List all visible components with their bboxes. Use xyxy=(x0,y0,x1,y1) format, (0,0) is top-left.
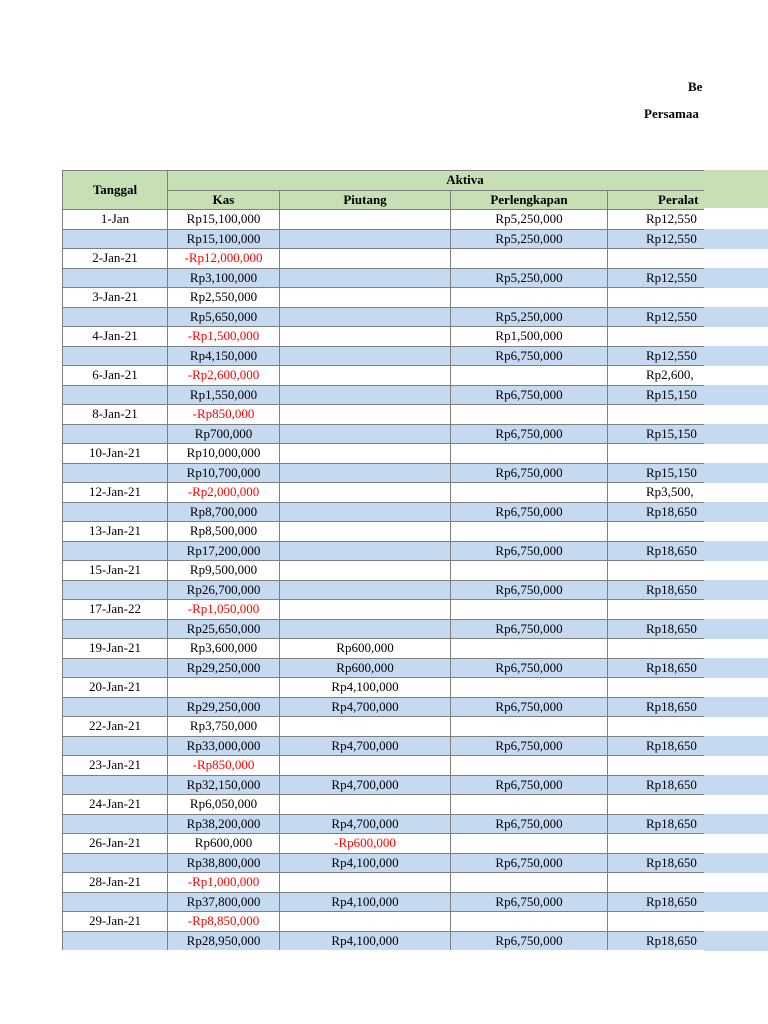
table-row xyxy=(63,366,705,386)
row-fill-extension xyxy=(704,853,768,873)
cell-perlengkapan[interactable]: Rp6,750,000 xyxy=(451,775,608,795)
cell-kas[interactable]: -Rp12,000,000 xyxy=(168,249,280,269)
table-row xyxy=(63,814,705,834)
row-fill-extension xyxy=(704,736,768,756)
cell-kas[interactable]: Rp600,000 xyxy=(168,834,280,854)
table-row xyxy=(63,463,705,483)
cell-tanggal[interactable] xyxy=(63,307,168,327)
cell-peralatan[interactable] xyxy=(608,834,705,854)
cell-perlengkapan[interactable]: Rp6,750,000 xyxy=(451,385,608,405)
table-row xyxy=(63,288,705,308)
cell-kas[interactable]: -Rp2,600,000 xyxy=(168,366,280,386)
cell-kas[interactable]: Rp4,150,000 xyxy=(168,346,280,366)
cell-tanggal[interactable] xyxy=(63,697,168,717)
cell-peralatan[interactable]: Rp18,650 xyxy=(608,931,705,950)
cell-peralatan[interactable]: Rp12,550 xyxy=(608,229,705,249)
spreadsheet-viewport xyxy=(62,170,704,950)
cell-kas[interactable]: -Rp8,850,000 xyxy=(168,912,280,932)
cell-piutang[interactable] xyxy=(280,385,451,405)
cell-tanggal[interactable] xyxy=(63,541,168,561)
cell-tanggal[interactable] xyxy=(63,502,168,522)
cell-kas[interactable]: Rp2,550,000 xyxy=(168,288,280,308)
cell-kas[interactable]: Rp26,700,000 xyxy=(168,580,280,600)
cell-tanggal[interactable]: 12-Jan-21 xyxy=(63,483,168,503)
cell-kas[interactable]: Rp10,000,000 xyxy=(168,444,280,464)
cell-peralatan[interactable] xyxy=(608,249,705,269)
cell-piutang[interactable]: Rp4,700,000 xyxy=(280,697,451,717)
table-row xyxy=(63,834,705,854)
cell-piutang[interactable] xyxy=(280,405,451,425)
cell-perlengkapan[interactable] xyxy=(451,795,608,815)
cell-perlengkapan[interactable] xyxy=(451,600,608,620)
row-fill-extension xyxy=(704,307,768,327)
cell-piutang[interactable] xyxy=(280,327,451,347)
table-row xyxy=(63,541,705,561)
cell-perlengkapan[interactable]: Rp6,750,000 xyxy=(451,463,608,483)
cell-peralatan[interactable]: Rp12,550 xyxy=(608,268,705,288)
row-fill-extension xyxy=(704,268,768,288)
cell-piutang[interactable] xyxy=(280,346,451,366)
cell-piutang[interactable]: Rp600,000 xyxy=(280,658,451,678)
table-row xyxy=(63,736,705,756)
cell-kas[interactable]: -Rp850,000 xyxy=(168,405,280,425)
cell-kas[interactable]: Rp29,250,000 xyxy=(168,658,280,678)
cell-kas[interactable]: Rp28,950,000 xyxy=(168,931,280,950)
row-fill-extension xyxy=(704,541,768,561)
row-fill-extension xyxy=(704,619,768,639)
document-subtitle: Persamaa xyxy=(644,106,699,121)
cell-tanggal[interactable]: 28-Jan-21 xyxy=(63,873,168,893)
cell-piutang[interactable] xyxy=(280,463,451,483)
cell-perlengkapan[interactable] xyxy=(451,834,608,854)
cell-piutang[interactable] xyxy=(280,307,451,327)
table-row xyxy=(63,853,705,873)
cell-peralatan[interactable] xyxy=(608,678,705,698)
cell-piutang[interactable]: Rp600,000 xyxy=(280,639,451,659)
row-fill-extension xyxy=(704,775,768,795)
cell-kas[interactable]: -Rp1,500,000 xyxy=(168,327,280,347)
table-row xyxy=(63,795,705,815)
cell-kas[interactable]: Rp3,600,000 xyxy=(168,639,280,659)
cell-piutang[interactable] xyxy=(280,502,451,522)
cell-kas[interactable]: -Rp1,000,000 xyxy=(168,873,280,893)
cell-piutang[interactable] xyxy=(280,873,451,893)
header-fill-extension xyxy=(704,170,768,208)
table-row xyxy=(63,678,705,698)
cell-piutang[interactable]: Rp4,700,000 xyxy=(280,736,451,756)
cell-perlengkapan[interactable]: Rp5,250,000 xyxy=(451,210,608,230)
table-row xyxy=(63,210,705,230)
cell-tanggal[interactable]: 24-Jan-21 xyxy=(63,795,168,815)
table-row xyxy=(63,424,705,444)
table-row xyxy=(63,502,705,522)
cell-peralatan[interactable]: Rp18,650 xyxy=(608,892,705,912)
cell-piutang[interactable] xyxy=(280,249,451,269)
cell-piutang[interactable] xyxy=(280,580,451,600)
cell-perlengkapan[interactable] xyxy=(451,483,608,503)
table-row xyxy=(63,405,705,425)
table-row xyxy=(63,600,705,620)
table-row xyxy=(63,307,705,327)
cell-tanggal[interactable]: 17-Jan-22 xyxy=(63,600,168,620)
table-row xyxy=(63,444,705,464)
cell-peralatan[interactable]: Rp18,650 xyxy=(608,814,705,834)
cell-perlengkapan[interactable]: Rp6,750,000 xyxy=(451,736,608,756)
cell-piutang[interactable] xyxy=(280,210,451,230)
cell-perlengkapan[interactable] xyxy=(451,756,608,776)
table-row xyxy=(63,580,705,600)
cell-perlengkapan[interactable] xyxy=(451,639,608,659)
cell-piutang[interactable] xyxy=(280,288,451,308)
table-row xyxy=(63,229,705,249)
cell-tanggal[interactable] xyxy=(63,580,168,600)
row-fill-extension xyxy=(704,229,768,249)
cell-tanggal[interactable] xyxy=(63,346,168,366)
cell-perlengkapan[interactable]: Rp6,750,000 xyxy=(451,541,608,561)
row-fill-extension xyxy=(704,385,768,405)
cell-perlengkapan[interactable]: Rp6,750,000 xyxy=(451,580,608,600)
cell-peralatan[interactable] xyxy=(608,600,705,620)
cell-perlengkapan[interactable] xyxy=(451,405,608,425)
cell-peralatan[interactable]: Rp2,600, xyxy=(608,366,705,386)
row-fill-extension xyxy=(704,814,768,834)
header-tanggal: Tanggal xyxy=(63,171,168,210)
header-aktiva: Aktiva xyxy=(168,171,705,191)
cell-tanggal[interactable]: 20-Jan-21 xyxy=(63,678,168,698)
cell-peralatan[interactable]: Rp3,500, xyxy=(608,483,705,503)
cell-piutang[interactable] xyxy=(280,268,451,288)
row-fill-extension xyxy=(704,502,768,522)
cell-kas[interactable]: Rp17,200,000 xyxy=(168,541,280,561)
cell-piutang[interactable] xyxy=(280,522,451,542)
cell-kas[interactable]: Rp25,650,000 xyxy=(168,619,280,639)
row-fill-extension xyxy=(704,697,768,717)
table-row xyxy=(63,658,705,678)
cell-kas[interactable]: Rp10,700,000 xyxy=(168,463,280,483)
cell-peralatan[interactable]: Rp18,650 xyxy=(608,736,705,756)
table-row xyxy=(63,385,705,405)
cell-perlengkapan[interactable] xyxy=(451,717,608,737)
cell-piutang[interactable] xyxy=(280,229,451,249)
cell-kas[interactable]: Rp5,650,000 xyxy=(168,307,280,327)
table-row xyxy=(63,697,705,717)
cell-kas[interactable]: Rp1,550,000 xyxy=(168,385,280,405)
cell-peralatan[interactable]: Rp12,550 xyxy=(608,307,705,327)
cell-tanggal[interactable] xyxy=(63,229,168,249)
cell-piutang[interactable] xyxy=(280,795,451,815)
cell-kas[interactable] xyxy=(168,678,280,698)
cell-tanggal[interactable]: 1-Jan xyxy=(63,210,168,230)
cell-kas[interactable]: Rp9,500,000 xyxy=(168,561,280,581)
ledger-body xyxy=(63,210,705,951)
cell-peralatan[interactable] xyxy=(608,444,705,464)
cell-peralatan[interactable]: Rp15,150 xyxy=(608,385,705,405)
table-row xyxy=(63,327,705,347)
cell-peralatan[interactable] xyxy=(608,561,705,581)
cell-perlengkapan[interactable]: Rp6,750,000 xyxy=(451,853,608,873)
cell-kas[interactable]: Rp33,000,000 xyxy=(168,736,280,756)
cell-piutang[interactable] xyxy=(280,424,451,444)
cell-peralatan[interactable]: Rp18,650 xyxy=(608,853,705,873)
cell-peralatan[interactable]: Rp18,650 xyxy=(608,580,705,600)
cell-perlengkapan[interactable]: Rp5,250,000 xyxy=(451,268,608,288)
table-row xyxy=(63,931,705,950)
cell-perlengkapan[interactable]: Rp6,750,000 xyxy=(451,346,608,366)
cell-kas[interactable]: -Rp850,000 xyxy=(168,756,280,776)
cell-perlengkapan[interactable] xyxy=(451,561,608,581)
header-piutang: Piutang xyxy=(280,190,451,210)
table-row xyxy=(63,561,705,581)
cell-kas[interactable]: Rp3,100,000 xyxy=(168,268,280,288)
cell-tanggal[interactable]: 23-Jan-21 xyxy=(63,756,168,776)
row-fill-extension xyxy=(704,892,768,912)
cell-tanggal[interactable]: 10-Jan-21 xyxy=(63,444,168,464)
cell-peralatan[interactable] xyxy=(608,873,705,893)
document-title: Be xyxy=(688,79,703,94)
cell-tanggal[interactable]: 8-Jan-21 xyxy=(63,405,168,425)
row-fill-extension xyxy=(704,931,768,951)
cell-kas[interactable]: Rp38,800,000 xyxy=(168,853,280,873)
cell-perlengkapan[interactable]: Rp1,500,000 xyxy=(451,327,608,347)
header-perlengkapan: Perlengkapan xyxy=(451,190,608,210)
cell-piutang[interactable] xyxy=(280,366,451,386)
table-row xyxy=(63,892,705,912)
cell-perlengkapan[interactable]: Rp6,750,000 xyxy=(451,697,608,717)
table-row xyxy=(63,249,705,269)
cell-piutang[interactable]: Rp4,100,000 xyxy=(280,853,451,873)
cell-kas[interactable]: Rp32,150,000 xyxy=(168,775,280,795)
cell-perlengkapan[interactable] xyxy=(451,912,608,932)
cell-piutang[interactable]: Rp4,100,000 xyxy=(280,931,451,950)
cell-peralatan[interactable]: Rp18,650 xyxy=(608,502,705,522)
cell-tanggal[interactable] xyxy=(63,775,168,795)
cell-tanggal[interactable]: 22-Jan-21 xyxy=(63,717,168,737)
cell-kas[interactable]: Rp3,750,000 xyxy=(168,717,280,737)
cell-tanggal[interactable] xyxy=(63,736,168,756)
cell-peralatan[interactable]: Rp15,150 xyxy=(608,463,705,483)
table-row xyxy=(63,346,705,366)
cell-perlengkapan[interactable] xyxy=(451,288,608,308)
row-fill-extension xyxy=(704,424,768,444)
cell-tanggal[interactable]: 6-Jan-21 xyxy=(63,366,168,386)
cell-peralatan[interactable] xyxy=(608,717,705,737)
cell-kas[interactable]: Rp8,500,000 xyxy=(168,522,280,542)
cell-peralatan[interactable] xyxy=(608,522,705,542)
cell-tanggal[interactable] xyxy=(63,853,168,873)
cell-piutang[interactable]: -Rp600,000 xyxy=(280,834,451,854)
cell-piutang[interactable] xyxy=(280,756,451,776)
table-row xyxy=(63,756,705,776)
cell-perlengkapan[interactable]: Rp6,750,000 xyxy=(451,931,608,950)
cell-piutang[interactable] xyxy=(280,541,451,561)
cell-kas[interactable]: Rp15,100,000 xyxy=(168,229,280,249)
cell-kas[interactable]: Rp700,000 xyxy=(168,424,280,444)
cell-piutang[interactable]: Rp4,700,000 xyxy=(280,775,451,795)
cell-tanggal[interactable]: 2-Jan-21 xyxy=(63,249,168,269)
cell-kas[interactable]: Rp8,700,000 xyxy=(168,502,280,522)
cell-tanggal[interactable]: 19-Jan-21 xyxy=(63,639,168,659)
table-row xyxy=(63,268,705,288)
cell-tanggal[interactable] xyxy=(63,931,168,950)
cell-perlengkapan[interactable] xyxy=(451,873,608,893)
cell-peralatan[interactable]: Rp18,650 xyxy=(608,697,705,717)
cell-piutang[interactable] xyxy=(280,444,451,464)
header-peralatan: Peralat xyxy=(608,190,705,210)
cell-perlengkapan[interactable]: Rp6,750,000 xyxy=(451,814,608,834)
cell-tanggal[interactable] xyxy=(63,814,168,834)
cell-tanggal[interactable] xyxy=(63,463,168,483)
cell-tanggal[interactable] xyxy=(63,424,168,444)
cell-peralatan[interactable] xyxy=(608,405,705,425)
cell-kas[interactable]: Rp29,250,000 xyxy=(168,697,280,717)
cell-piutang[interactable] xyxy=(280,561,451,581)
cell-peralatan[interactable]: Rp12,550 xyxy=(608,210,705,230)
cell-piutang[interactable]: Rp4,700,000 xyxy=(280,814,451,834)
table-row xyxy=(63,619,705,639)
cell-perlengkapan[interactable] xyxy=(451,678,608,698)
cell-perlengkapan[interactable]: Rp6,750,000 xyxy=(451,658,608,678)
table-row xyxy=(63,873,705,893)
cell-kas[interactable]: Rp15,100,000 xyxy=(168,210,280,230)
cell-peralatan[interactable] xyxy=(608,756,705,776)
cell-peralatan[interactable] xyxy=(608,795,705,815)
cell-perlengkapan[interactable]: Rp5,250,000 xyxy=(451,229,608,249)
cell-perlengkapan[interactable]: Rp6,750,000 xyxy=(451,424,608,444)
cell-peralatan[interactable]: Rp18,650 xyxy=(608,619,705,639)
cell-peralatan[interactable] xyxy=(608,288,705,308)
cell-tanggal[interactable]: 3-Jan-21 xyxy=(63,288,168,308)
cell-peralatan[interactable] xyxy=(608,327,705,347)
ledger-table xyxy=(62,170,704,950)
cell-tanggal[interactable] xyxy=(63,619,168,639)
cell-tanggal[interactable] xyxy=(63,658,168,678)
cell-tanggal[interactable] xyxy=(63,385,168,405)
table-row xyxy=(63,639,705,659)
cell-kas[interactable]: -Rp2,000,000 xyxy=(168,483,280,503)
table-row xyxy=(63,912,705,932)
table-row xyxy=(63,522,705,542)
table-row xyxy=(63,775,705,795)
cell-perlengkapan[interactable]: Rp5,250,000 xyxy=(451,307,608,327)
cell-peralatan[interactable]: Rp15,150 xyxy=(608,424,705,444)
cell-tanggal[interactable]: 15-Jan-21 xyxy=(63,561,168,581)
cell-piutang[interactable] xyxy=(280,912,451,932)
cell-tanggal[interactable]: 26-Jan-21 xyxy=(63,834,168,854)
cell-tanggal[interactable]: 13-Jan-21 xyxy=(63,522,168,542)
cell-perlengkapan[interactable] xyxy=(451,444,608,464)
row-fill-extension xyxy=(704,346,768,366)
table-row xyxy=(63,483,705,503)
cell-kas[interactable]: Rp37,800,000 xyxy=(168,892,280,912)
cell-perlengkapan[interactable] xyxy=(451,249,608,269)
cell-kas[interactable]: Rp38,200,000 xyxy=(168,814,280,834)
header-kas: Kas xyxy=(168,190,280,210)
cell-piutang[interactable] xyxy=(280,717,451,737)
cell-peralatan[interactable] xyxy=(608,912,705,932)
cell-perlengkapan[interactable]: Rp6,750,000 xyxy=(451,619,608,639)
cell-kas[interactable]: -Rp1,050,000 xyxy=(168,600,280,620)
table-row xyxy=(63,717,705,737)
cell-peralatan[interactable]: Rp18,650 xyxy=(608,541,705,561)
cell-perlengkapan[interactable] xyxy=(451,366,608,386)
cell-tanggal[interactable] xyxy=(63,892,168,912)
row-fill-extension xyxy=(704,580,768,600)
cell-perlengkapan[interactable]: Rp6,750,000 xyxy=(451,502,608,522)
cell-tanggal[interactable]: 29-Jan-21 xyxy=(63,912,168,932)
cell-piutang[interactable] xyxy=(280,619,451,639)
row-fill-extension xyxy=(704,463,768,483)
row-fill-extension xyxy=(704,658,768,678)
cell-tanggal[interactable] xyxy=(63,268,168,288)
cell-piutang[interactable]: Rp4,100,000 xyxy=(280,678,451,698)
cell-peralatan[interactable] xyxy=(608,639,705,659)
cell-peralatan[interactable]: Rp18,650 xyxy=(608,658,705,678)
cell-peralatan[interactable]: Rp18,650 xyxy=(608,775,705,795)
cell-perlengkapan[interactable] xyxy=(451,522,608,542)
cell-perlengkapan[interactable]: Rp6,750,000 xyxy=(451,892,608,912)
cell-tanggal[interactable]: 4-Jan-21 xyxy=(63,327,168,347)
cell-kas[interactable]: Rp6,050,000 xyxy=(168,795,280,815)
cell-piutang[interactable]: Rp4,100,000 xyxy=(280,892,451,912)
cell-piutang[interactable] xyxy=(280,600,451,620)
cell-piutang[interactable] xyxy=(280,483,451,503)
cell-peralatan[interactable]: Rp12,550 xyxy=(608,346,705,366)
